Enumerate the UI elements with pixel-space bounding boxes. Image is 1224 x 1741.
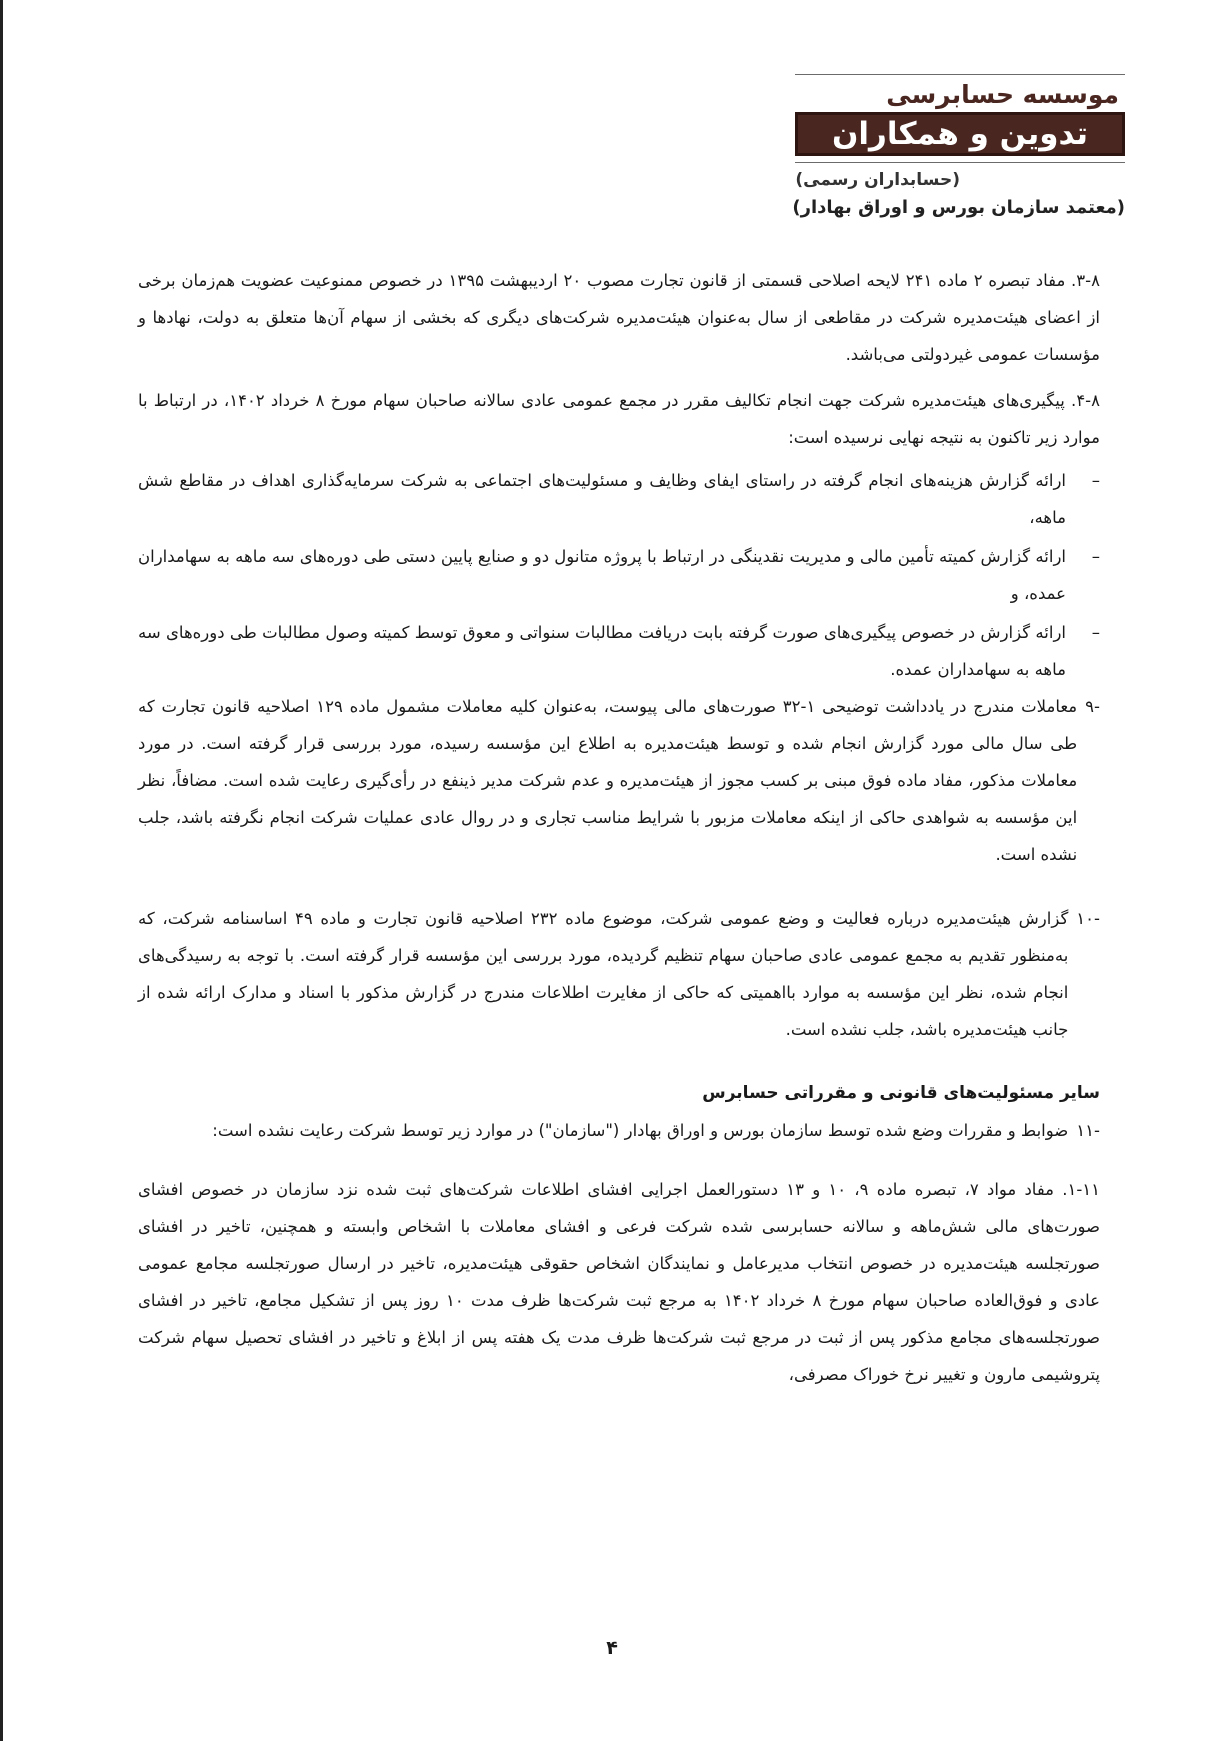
bullet-item xyxy=(138,614,1100,688)
paragraph-9-text: معاملات مندرج در یادداشت توضیحی ۱-۳۲ صورت‌های مالی پیوست، به‌عنوان کلیه معاملات مشمول ماده ۱۲۹ اصلاحیه قانون تجارت که طی سال مالی مورد گزارش انجام شده و توسط هیئت‌مدیره به اطلاع این مؤسسه رسیده، مورد بررسی قرار گرفته است. در مورد معاملات مذکور، مفاد ماده فوق مبنی بر کسب مجوز از هیئت‌مدیره و عدم شرکت مدیر ذینفع در رأی‌گیری رعایت شده است. مضافاً، نظر این مؤسسه به شواهدی حاکی از اینکه معاملات مزبور با شرایط مناسب تجاری و در روال عادی عملیات شرکت انجام نگرفته باشد، جلب نشده است. xyxy=(138,697,1078,864)
paragraph-11 xyxy=(138,1112,1100,1149)
firm-logo-box: تدوین و همکاران xyxy=(795,112,1125,156)
document-body xyxy=(138,262,1100,1393)
firm-subtitle-accountants: (حسابداران رسمی) xyxy=(795,170,960,190)
paragraph-8-3: ۳-۸. مفاد تبصره ۲ ماده ۲۴۱ لایحه اصلاحی قسمتی از قانون تجارت مصوب ۲۰ اردیبهشت ۱۳۹۵ در خصوص ممنوعیت عضویت هم‌زمان برخی از اعضای هیئت‌مدیره شرکت در مقاطعی از سال به‌عنوان هیئت‌مدیره شرکت‌های دیگری که بخشی از سهام آن‌ها متعلق به دولت، نهادها و مؤسسات عمومی غیردولتی می‌باشد. xyxy=(138,271,1100,364)
bullet-text: ارائه گزارش در خصوص پیگیری‌های صورت گرفته بابت دریافت مطالبات سنواتی و معوق توسط کمیته وصول مطالبات طی دوره‌های سه ماهه به سهامداران عمده. xyxy=(138,623,1066,679)
paragraph-number: -۹ xyxy=(1085,697,1100,716)
paragraph-11-1: ۱-۱۱. مفاد مواد ۷، تبصره ماده ۹، ۱۰ و ۱۳ دستورالعمل اجرایی افشای اطلاعات شرکت‌های ثبت شده نزد سازمان در خصوص افشای صورت‌های مالی شش‌ماهه و سالانه حسابرسی شده شرکت فرعی و افشای معاملات با اشخاص وابسته و همچنین، تاخیر در افشای صورتجلسه هیئت‌مدیره در خصوص انتخاب مدیرعامل و نمایندگان اشخاص حقوقی هیئت‌مدیره، تاخیر در ارسال صورتجلسه مجامع عمومی عادی و فوق‌العاده صاحبان سهام مورخ ۸ خرداد ۱۴۰۲ به مرجع ثبت شرکت‌ها ظرف مدت ۱۰ روز پس از تشکیل مجامع، تاخیر در افشای صورتجلسه‌های مجامع مذکور پس از ثبت در مرجع ثبت شرکت‌ها ظرف مدت یک هفته پس از ابلاغ و تاخیر در افشای تحصیل سهام شرکت پتروشیمی مارون و تغییر نرخ خوراک مصرفی، xyxy=(138,1180,1101,1384)
bullet-dash: – xyxy=(1091,547,1100,566)
paragraph-10-text: گزارش هیئت‌مدیره درباره فعالیت و وضع عمومی شرکت، موضوع ماده ۲۳۲ اصلاحیه قانون تجارت و ماده ۴۹ اساسنامه شرکت، که به‌منظور تقدیم به مجمع عمومی عادی صاحبان سهام تنظیم گردیده، مورد بررسی این مؤسسه قرار گرفته است. با توجه به رسیدگی‌های انجام شده، نظر این مؤسسه به موارد بااهمیتی که حاکی از مغایرت اطلاعات مندرج در گزارش مذکور با اسناد و مدارک ارائه شده از جانب هیئت‌مدیره باشد، جلب نشده است. xyxy=(138,909,1069,1039)
paragraph-number: -۱۱ xyxy=(1076,1121,1100,1140)
letterhead-middle-rule xyxy=(795,162,1125,163)
bullet-item xyxy=(138,538,1100,612)
firm-subtitle-stock-exchange: (معتمد سازمان بورس و اوراق بهادار) xyxy=(792,197,1125,218)
section-heading: سایر مسئولیت‌های قانونی و مقرراتی حسابرس xyxy=(702,1083,1100,1103)
letterhead-top-rule xyxy=(795,74,1125,75)
paragraph-number: -۱۰ xyxy=(1076,909,1100,928)
bullet-item xyxy=(138,462,1100,536)
paragraph-8-4: ۴-۸. پیگیری‌های هیئت‌مدیره شرکت جهت انجام تکالیف مقرر در مجمع عمومی عادی سالانه صاحبان سهام مورخ ۸ خرداد ۱۴۰۲، در ارتباط با موارد زیر تاکنون به نتیجه نهایی نرسیده است: xyxy=(138,391,1100,447)
firm-name-line1: موسسه حسابرسی xyxy=(886,80,1119,109)
letterhead xyxy=(792,72,1125,232)
scan-left-edge xyxy=(0,0,3,1741)
bullet-text: ارائه گزارش کمیته تأمین مالی و مدیریت نقدینگی در ارتباط با پروژه متانول دو و صنایع پایین دستی طی دوره‌های سه ماهه به سهامداران عمده، و xyxy=(138,547,1066,603)
bullet-dash: – xyxy=(1091,471,1100,490)
paragraph-11-text: ضوابط و مقررات وضع شده توسط سازمان بورس و اوراق بهادار ("سازمان") در موارد زیر توسط شرکت رعایت نشده است: xyxy=(212,1121,1069,1140)
bullet-dash: – xyxy=(1091,623,1100,642)
page-number: ۴ xyxy=(606,1637,618,1659)
bullet-text: ارائه گزارش هزینه‌های انجام گرفته در راستای ایفای وظایف و مسئولیت‌های اجتماعی به شرکت سرمایه‌گذاری اهداف در مقاطع شش ماهه، xyxy=(138,471,1066,527)
paragraph-10 xyxy=(138,900,1100,1048)
paragraph-9 xyxy=(138,688,1100,873)
